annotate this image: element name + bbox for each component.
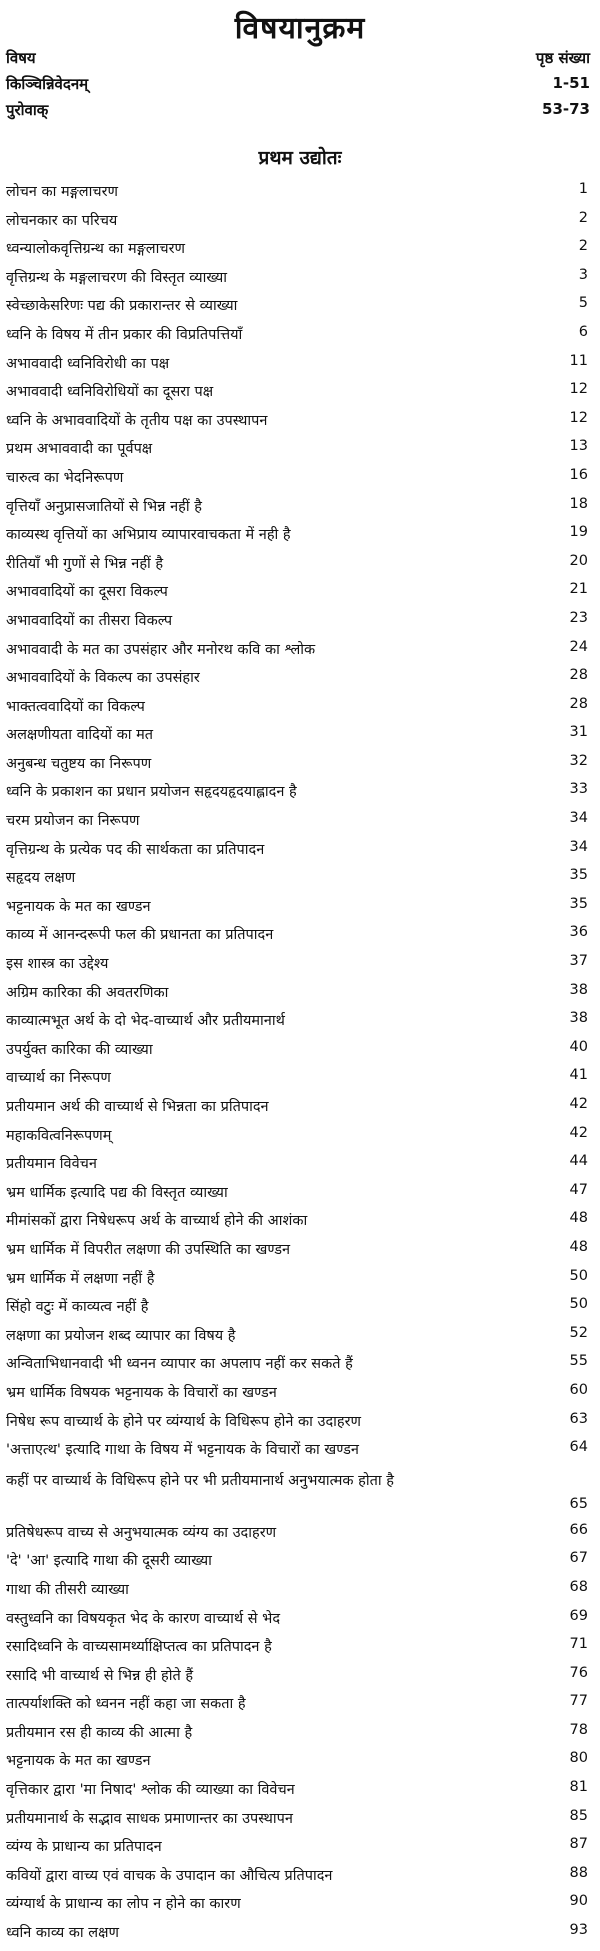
front-matter-title: पुरोवाक् — [6, 101, 49, 119]
toc-entry-page: 47 — [569, 1181, 588, 1198]
toc-entry-title: चारुत्व का भेदनिरूपण — [6, 469, 124, 486]
toc-entry-page: 37 — [569, 953, 588, 970]
toc-entry-page: 32 — [569, 752, 588, 769]
toc-entry-page: 50 — [569, 1267, 588, 1284]
toc-entry-page: 60 — [569, 1381, 588, 1398]
toc-entry — [6, 581, 588, 610]
toc-entry-title: प्रतीयमान अर्थ की वाच्यार्थ से भिन्नता का प्रतिपादन — [6, 1099, 269, 1115]
toc-entry-page: 34 — [569, 838, 588, 855]
toc-entry-page: 40 — [569, 1038, 588, 1055]
toc-entry-title: रीतियाँ भी गुणों से भिन्न नहीं है — [6, 555, 164, 572]
toc-entry-page: 18 — [569, 495, 588, 512]
toc-entry-title: अभाववादी ध्वनिविरोधियों का दूसरा पक्ष — [6, 384, 214, 401]
toc-entry — [6, 1468, 588, 1522]
toc-entry — [6, 1865, 588, 1894]
toc-entry-page: 28 — [569, 695, 588, 712]
toc-entry-title: लोचनकार का परिचय — [6, 212, 118, 229]
toc-entry-title: कवियों द्वारा वाच्य एवं वाचक के उपादान का औचित्य प्रतिपादन — [6, 1867, 333, 1884]
toc-list — [6, 181, 588, 1951]
toc-entry-page: 65 — [569, 1495, 588, 1512]
toc-entry — [6, 1382, 588, 1411]
toc-entry-page: 13 — [569, 438, 588, 455]
toc-entry — [6, 610, 588, 639]
toc-entry-title: स्वेच्छाकेसरिणः पद्य की प्रकारान्तर से व्याख्या — [6, 298, 238, 315]
toc-entry — [6, 696, 588, 725]
toc-entry-page: 78 — [569, 1721, 588, 1738]
toc-entry-title: अभाववादी के मत का उपसंहार और मनोरथ कवि का श्लोक — [6, 641, 316, 658]
toc-entry — [6, 1722, 588, 1751]
toc-entry-title: ध्वनि के अभाववादियों के तृतीय पक्ष का उपस्थापन — [6, 412, 268, 429]
toc-entry-title: प्रतीयमान विवेचन — [6, 1156, 97, 1173]
toc-entry-page: 80 — [569, 1750, 588, 1767]
toc-entry-page: 36 — [569, 924, 588, 941]
toc-entry-page: 35 — [569, 867, 588, 884]
toc-entry-title: वृत्तिकार द्वारा 'मा निषाद' श्लोक की व्याख्या का विवेचन — [6, 1782, 295, 1799]
toc-entry — [6, 1353, 588, 1382]
toc-entry — [6, 982, 588, 1011]
toc-entry-page: 23 — [569, 609, 588, 626]
toc-entry-title: अभाववादी ध्वनिविरोधी का पक्ष — [6, 355, 170, 372]
toc-entry-title: तात्पर्याशक्ति को ध्वनन नहीं कहा जा सकता है — [6, 1696, 246, 1713]
toc-entry-page: 12 — [569, 381, 588, 398]
toc-entry-page: 24 — [569, 638, 588, 655]
column-header-subject: विषय — [6, 49, 36, 67]
toc-entry-title: इस शास्त्र का उद्देश्य — [6, 956, 109, 973]
toc-entry — [6, 438, 588, 467]
toc-entry — [6, 1067, 588, 1096]
toc-entry-page: 6 — [578, 323, 588, 340]
toc-entry-page: 11 — [569, 352, 588, 369]
toc-entry-page: 12 — [569, 409, 588, 426]
toc-entry-title: लक्षणा का प्रयोजन शब्द व्यापार का विषय है — [6, 1327, 236, 1344]
toc-entry — [6, 524, 588, 553]
toc-entry-page: 85 — [569, 1807, 588, 1824]
toc-entry-title: ध्वनि काव्य का लक्षण — [6, 1925, 120, 1942]
toc-entry-page: 19 — [569, 524, 588, 541]
toc-entry — [6, 810, 588, 839]
toc-entry — [6, 381, 588, 410]
toc-entry-title: वस्तुध्वनि का विषयकृत भेद के कारण वाच्यार्थ से भेद — [6, 1610, 281, 1627]
toc-entry-title: रसादिध्वनि के वाच्यसामर्थ्याक्षिप्तत्व का प्रतिपादन है — [6, 1639, 272, 1656]
toc-entry-page: 1 — [578, 181, 588, 197]
toc-entry-page: 66 — [569, 1521, 588, 1538]
toc-entry-page: 2 — [578, 238, 588, 255]
toc-entry-title: भ्रम धार्मिक इत्यादि पद्य की विस्तृत व्याख्या — [6, 1184, 228, 1201]
toc-entry-page: 35 — [569, 895, 588, 912]
toc-entry-title: व्यंग्यार्थ के प्राधान्य का लोप न होने का कारण — [6, 1896, 241, 1913]
toc-entry-title: प्रतीयमान रस ही काव्य की आत्मा है — [6, 1724, 193, 1741]
toc-entry — [6, 1096, 588, 1125]
toc-entry-page: 87 — [569, 1836, 588, 1853]
toc-entry-title: उपर्युक्त कारिका की व्याख्या — [6, 1041, 153, 1058]
toc-entry-title: वाच्यार्थ का निरूपण — [6, 1070, 111, 1087]
toc-entry-page: 48 — [569, 1238, 588, 1255]
toc-entry — [6, 953, 588, 982]
toc-entry — [6, 724, 588, 753]
toc-entry — [6, 1836, 588, 1865]
toc-entry-page: 63 — [569, 1410, 588, 1427]
toc-entry-title: प्रतीयमानार्थ के सद्भाव साधक प्रमाणान्तर का उपस्थापन — [6, 1810, 293, 1827]
toc-entry — [6, 639, 588, 668]
toc-entry-page: 42 — [569, 1124, 588, 1141]
toc-entry — [6, 924, 588, 953]
toc-entry-title: ध्वन्यालोकवृत्तिग्रन्थ का मङ्गलाचरण — [6, 241, 185, 258]
toc-entry — [6, 753, 588, 782]
toc-entry-page: 68 — [569, 1578, 588, 1595]
toc-entry-page: 50 — [569, 1296, 588, 1313]
toc-entry — [6, 1922, 588, 1951]
toc-entry-title: रसादि भी वाच्यार्थ से भिन्न ही होते हैं — [6, 1667, 194, 1684]
toc-entry-title: भ्रम धार्मिक में विपरीत लक्षणा की उपस्थिति का खण्डन — [6, 1241, 291, 1258]
toc-entry-title: लोचन का मङ्गलाचरण — [6, 184, 119, 200]
toc-entry-page: 38 — [569, 981, 588, 998]
toc-entry-title: ध्वनि के विषय में तीन प्रकार की विप्रतिपत्तियाँ — [6, 326, 243, 343]
toc-entry — [6, 1808, 588, 1837]
column-header-pages: पृष्ठ संख्या — [535, 49, 590, 67]
toc-entry-title: वृत्तिग्रन्थ के प्रत्येक पद की सार्थकता का प्रतिपादन — [6, 841, 265, 858]
toc-entry — [6, 295, 588, 324]
toc-entry — [6, 1010, 588, 1039]
toc-entry-page: 76 — [569, 1664, 588, 1681]
toc-entry-page: 16 — [569, 466, 588, 483]
toc-entry-title: महाकवित्वनिरूपणम् — [6, 1127, 112, 1144]
toc-entry — [6, 1439, 588, 1468]
toc-entry-title: काव्यस्थ वृत्तियों का अभिप्राय व्यापारवाचकता में नही है — [6, 527, 291, 544]
toc-entry — [6, 1693, 588, 1722]
toc-entry-title: सहृदय लक्षण — [6, 870, 76, 887]
toc-entry-page: 20 — [569, 552, 588, 569]
toc-entry — [6, 553, 588, 582]
toc-entry-page: 34 — [569, 810, 588, 827]
toc-entry-title: कहीं पर वाच्यार्थ के विधिरूप होने पर भी प्रतीयमानार्थ अनुभयात्मक होता है — [6, 1472, 394, 1489]
toc-entry — [6, 1325, 588, 1354]
toc-entry — [6, 467, 588, 496]
toc-entry — [6, 896, 588, 925]
front-matter-row — [6, 74, 590, 98]
toc-entry-page: 52 — [569, 1324, 588, 1341]
toc-entry — [6, 839, 588, 868]
toc-entry-page: 44 — [569, 1153, 588, 1170]
toc-entry-title: अभाववादियों के विकल्प का उपसंहार — [6, 670, 200, 687]
toc-entry — [6, 1522, 588, 1551]
toc-entry — [6, 1125, 588, 1154]
toc-entry-title: ध्वनि के प्रकाशन का प्रधान प्रयोजन सहृदयहृदयाह्लादन है — [6, 784, 297, 801]
toc-entry-title: गाथा की तीसरी व्याख्या — [6, 1581, 129, 1598]
toc-entry-title: काव्यात्मभूत अर्थ के दो भेद-वाच्यार्थ और प्रतीयमानार्थ — [6, 1013, 285, 1030]
toc-entry-page: 28 — [569, 667, 588, 684]
toc-entry-title: भ्रम धार्मिक विषयक भट्टनायक के विचारों का खण्डन — [6, 1384, 277, 1401]
toc-entry — [6, 1579, 588, 1608]
toc-entry — [6, 238, 588, 267]
toc-entry-page: 31 — [569, 724, 588, 741]
toc-entry-title: अनुबन्ध चतुष्टय का निरूपण — [6, 755, 152, 772]
toc-entry — [6, 867, 588, 896]
toc-entry-title: प्रतिषेधरूप वाच्य से अनुभयात्मक व्यंग्य का उदाहरण — [6, 1524, 277, 1541]
front-matter-page: 53-73 — [542, 100, 590, 118]
toc-entry-title: प्रथम अभाववादी का पूर्वपक्ष — [6, 441, 153, 458]
toc-entry — [6, 353, 588, 382]
toc-entry-page: 64 — [569, 1439, 588, 1456]
toc-entry-title: भ्रम धार्मिक में लक्षणा नहीं है — [6, 1270, 155, 1287]
toc-entry — [6, 1239, 588, 1268]
toc-entry — [6, 1296, 588, 1325]
toc-entry-page: 69 — [569, 1607, 588, 1624]
toc-entry — [6, 1550, 588, 1579]
toc-entry — [6, 1210, 588, 1239]
toc-entry — [6, 1268, 588, 1297]
toc-entry-page: 5 — [578, 295, 588, 312]
toc-entry-title: अग्रिम कारिका की अवतरणिका — [6, 984, 169, 1001]
toc-entry-title: अभाववादियों का दूसरा विकल्प — [6, 584, 168, 601]
toc-entry-page: 71 — [569, 1636, 588, 1653]
front-matter-page: 1-51 — [552, 74, 590, 92]
toc-entry — [6, 1039, 588, 1068]
toc-entry-page: 55 — [569, 1353, 588, 1370]
toc-entry — [6, 410, 588, 439]
toc-entry-title: निषेध रूप वाच्यार्थ के होने पर व्यंग्यार्थ के विधिरूप होने का उदाहरण — [6, 1413, 362, 1430]
front-matter-title: किञ्चिन्निवेदनम् — [6, 75, 89, 93]
toc-entry-page: 90 — [569, 1893, 588, 1910]
toc-entry-page: 21 — [569, 581, 588, 598]
toc-entry — [6, 181, 588, 210]
toc-entry — [6, 1893, 588, 1922]
toc-entry-title: अन्विताभिधानवादी भी ध्वनन व्यापार का अपलाप नहीं कर सकते हैं — [6, 1356, 353, 1373]
toc-entry — [6, 1779, 588, 1808]
toc-entry — [6, 1411, 588, 1440]
toc-entry-title: सिंहो वटुः में काव्यत्व नहीं है — [6, 1299, 149, 1316]
page-title: विषयानुक्रम — [234, 11, 366, 46]
toc-entry-title: चरम प्रयोजन का निरूपण — [6, 813, 140, 830]
toc-entry-page: 81 — [569, 1779, 588, 1796]
toc-entry-page: 67 — [569, 1550, 588, 1567]
toc-entry — [6, 781, 588, 810]
toc-entry-title: वृत्तियाँ अनुप्रासजातियों से भिन्न नहीं है — [6, 498, 202, 515]
toc-entry — [6, 267, 588, 296]
toc-entry-title: व्यंग्य के प्राधान्य का प्रतिपादन — [6, 1839, 162, 1856]
toc-entry-title: अलक्षणीयता वादियों का मत — [6, 727, 154, 744]
toc-entry-page: 3 — [578, 266, 588, 283]
toc-entry-page: 33 — [569, 781, 588, 798]
toc-entry — [6, 324, 588, 353]
toc-entry — [6, 496, 588, 525]
toc-entry-title: भाक्तत्ववादियों का विकल्प — [6, 698, 145, 715]
toc-entry-page: 93 — [569, 1922, 588, 1939]
toc-entry-title: वृत्तिग्रन्थ के मङ्गलाचरण की विस्तृत व्याख्या — [6, 269, 228, 286]
toc-entry — [6, 1665, 588, 1694]
toc-entry — [6, 1182, 588, 1211]
toc-entry — [6, 1750, 588, 1779]
toc-entry-page: 42 — [569, 1096, 588, 1112]
toc-entry — [6, 1636, 588, 1665]
toc-entry-title: 'दे' 'आ' इत्यादि गाथा की दूसरी व्याख्या — [6, 1553, 212, 1570]
toc-entry — [6, 1153, 588, 1182]
toc-entry-page: 41 — [569, 1067, 588, 1084]
toc-entry-page: 77 — [569, 1693, 588, 1710]
front-matter-row — [6, 100, 590, 124]
toc-entry-title: मीमांसकों द्वारा निषेधरूप अर्थ के वाच्यार्थ होने की आशंका — [6, 1213, 308, 1230]
toc-entry-page: 48 — [569, 1210, 588, 1227]
toc-entry-title: भट्टनायक के मत का खण्डन — [6, 898, 151, 915]
toc-entry-title: काव्य में आनन्दरूपी फल की प्रधानता का प्रतिपादन — [6, 927, 274, 944]
toc-entry-page: 2 — [578, 209, 588, 226]
toc-entry-title: 'अत्ताएत्थ' इत्यादि गाथा के विषय में भट्टनायक के विचारों का खण्डन — [6, 1442, 359, 1459]
toc-entry-title: अभाववादियों का तीसरा विकल्प — [6, 612, 173, 629]
toc-entry-page: 88 — [569, 1864, 588, 1881]
toc-entry — [6, 1608, 588, 1637]
toc-entry — [6, 210, 588, 239]
toc-entry — [6, 667, 588, 696]
section-title: प्रथम उद्योतः — [258, 147, 342, 169]
toc-entry-title: भट्टनायक के मत का खण्डन — [6, 1753, 151, 1770]
toc-entry-page: 38 — [569, 1010, 588, 1027]
